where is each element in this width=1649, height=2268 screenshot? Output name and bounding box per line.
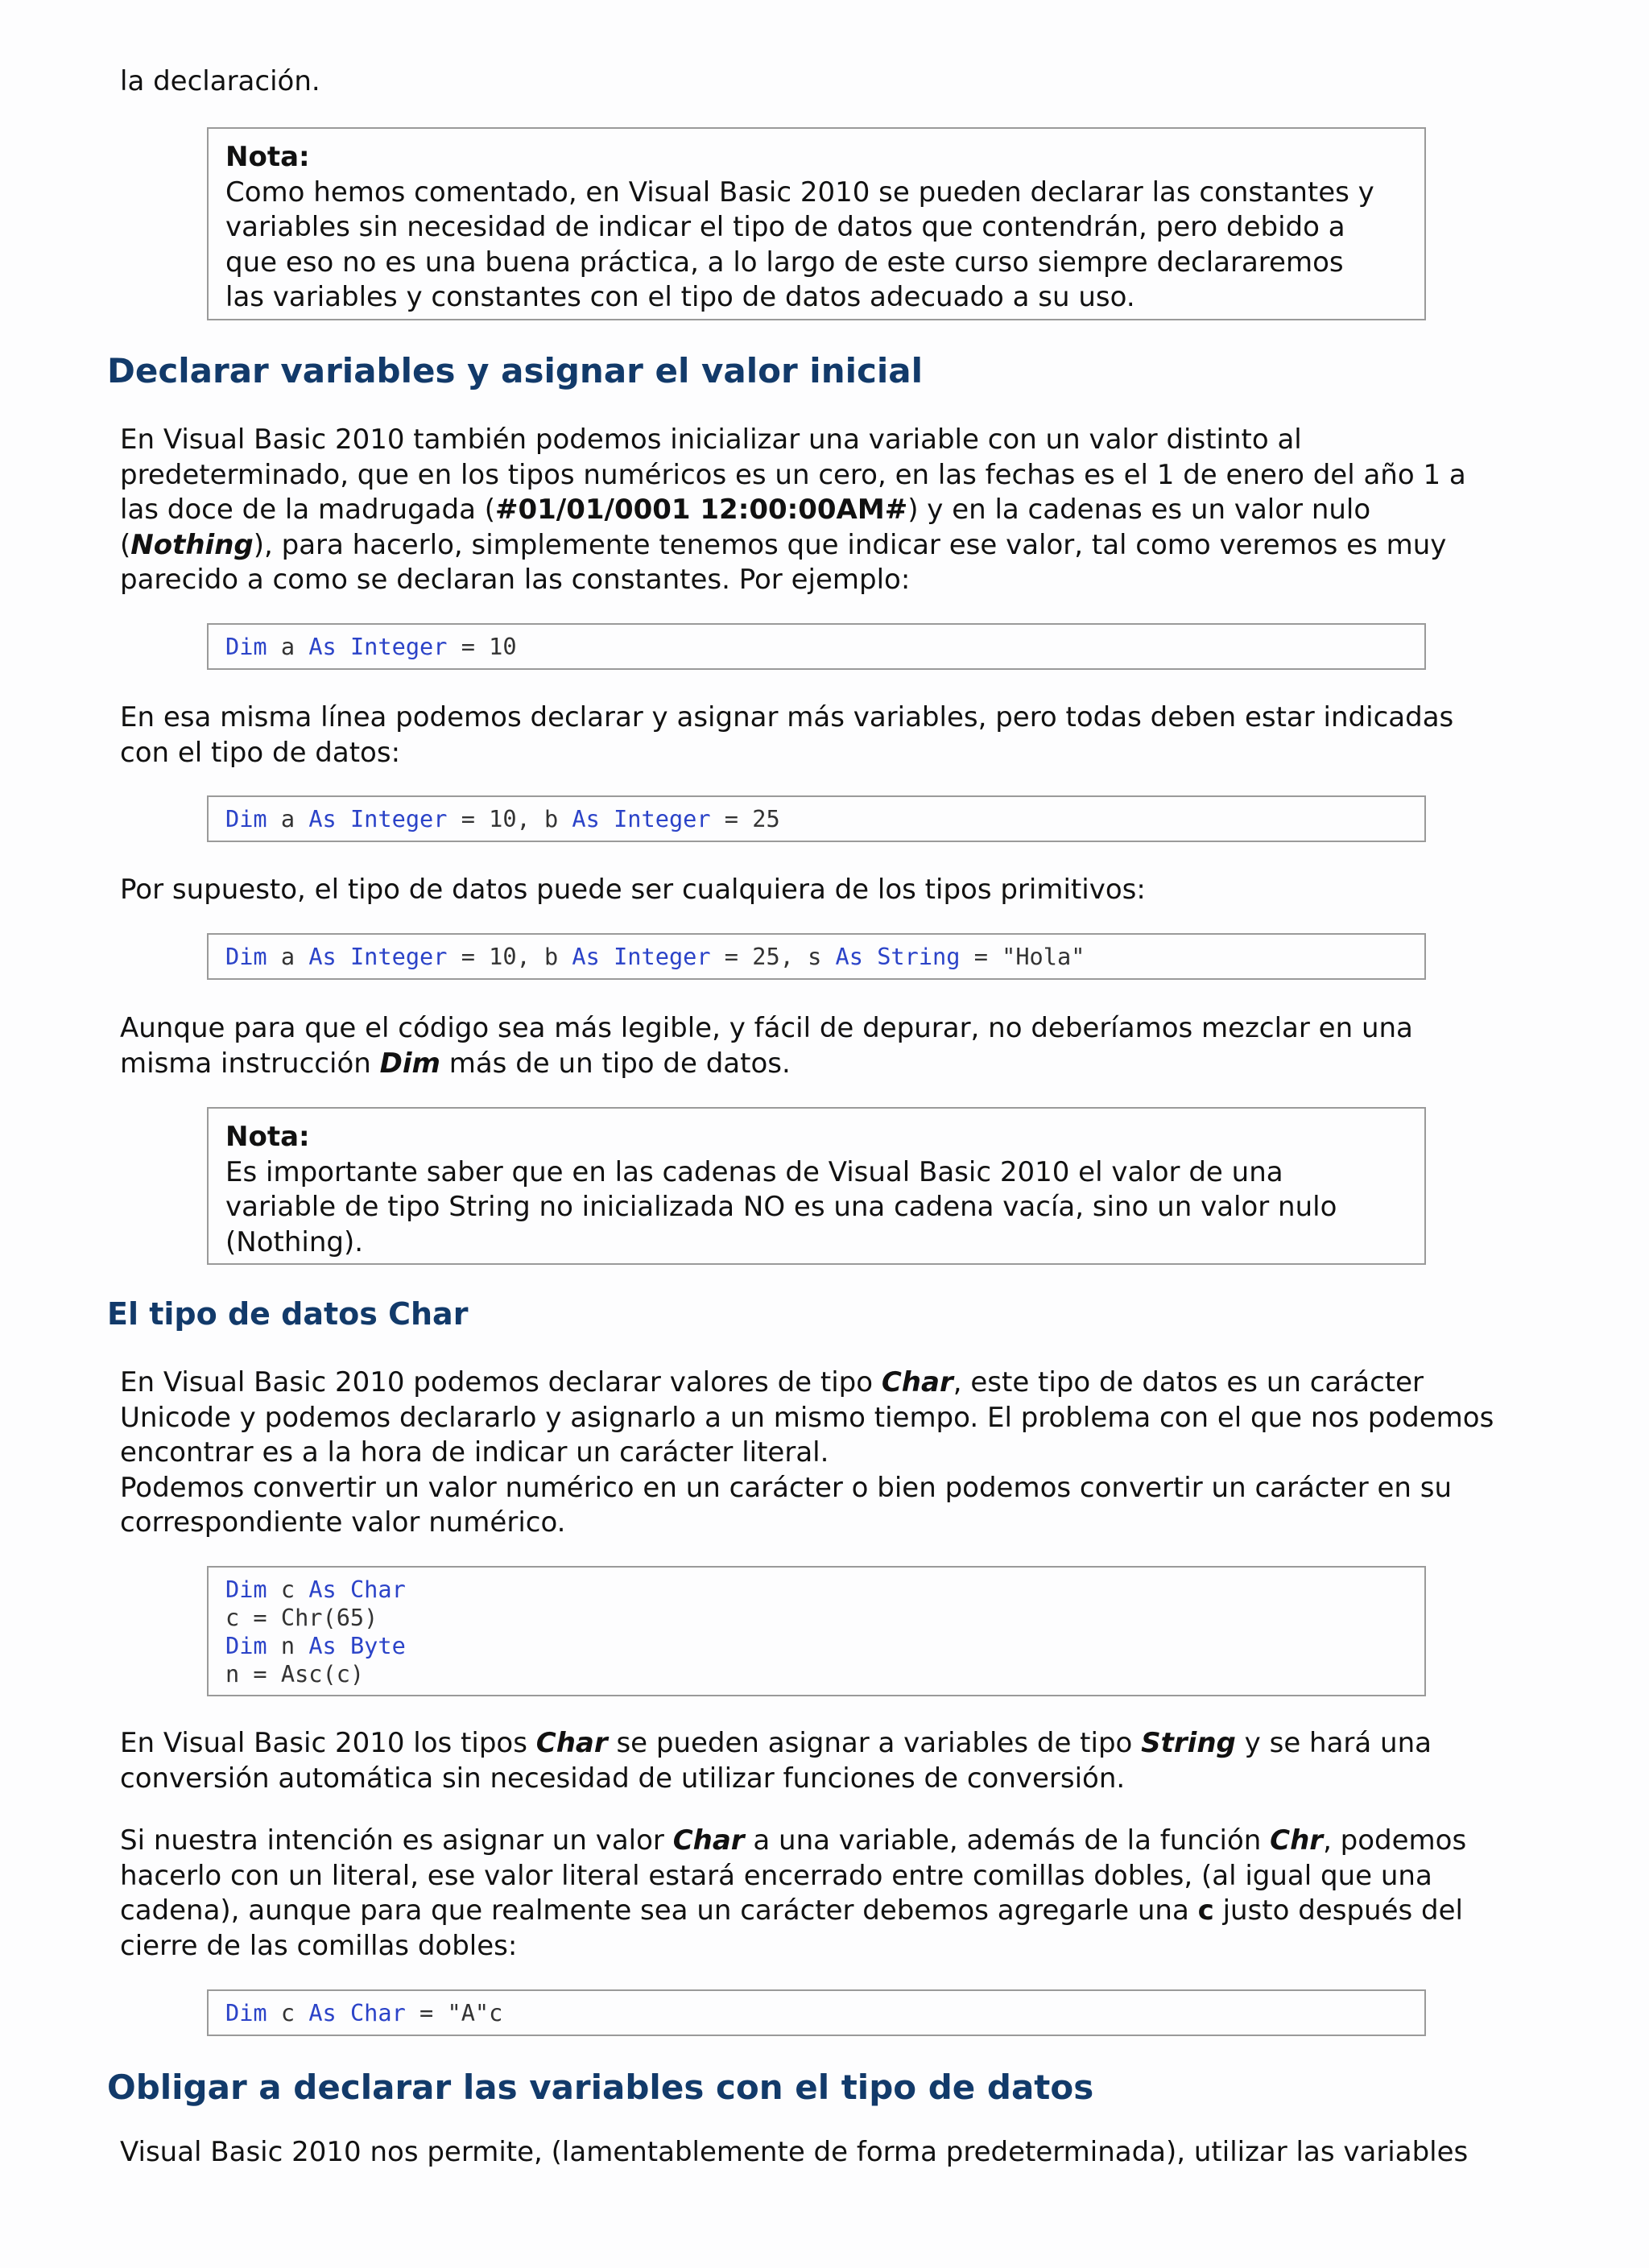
note-line: variables sin necesidad de indicar el tipo de datos que contendrán, pero debido a — [225, 211, 1345, 243]
paragraph-line: correspondiente valor numérico. — [120, 1506, 566, 1539]
code-block-multi — [207, 795, 1426, 842]
code-block-char-literal — [207, 1989, 1426, 2036]
code-block-primitives — [207, 933, 1426, 980]
paragraph-line: con el tipo de datos: — [120, 736, 401, 769]
paragraph-line: En Visual Basic 2010 también podemos inicializar una variable con un valor distinto al — [120, 423, 1302, 456]
code-line: c = Chr(65) — [225, 1604, 378, 1631]
note-line: Como hemos comentado, en Visual Basic 2010 se pueden declarar las constantes y — [225, 176, 1374, 209]
code-block-char — [207, 1566, 1426, 1696]
code-line: Dim a As Integer = 10, b As Integer = 25, s As String = "Hola" — [225, 943, 1085, 970]
date-literal: #01/01/0001 12:00:00AM# — [494, 494, 908, 526]
paragraph-line: Podemos convertir un valor numérico en un carácter o bien podemos convertir un carácter en su — [120, 1471, 1453, 1504]
code-line: Dim c As Char = "A"c — [225, 1999, 503, 2026]
paragraph-line: hacerlo con un literal, ese valor literal estará encerrado entre comillas dobles, (al igual que una — [120, 1859, 1432, 1892]
section-heading-char: El tipo de datos Char — [107, 1296, 469, 1332]
paragraph-line: misma instrucción Dim más de un tipo de datos. — [120, 1047, 791, 1080]
note-line: (Nothing). — [225, 1225, 364, 1258]
paragraph-line: Si nuestra intención es asignar un valor Char a una variable, además de la función Chr, podemos — [120, 1824, 1467, 1857]
note-line: las variables y constantes con el tipo de datos adecuado a su uso. — [225, 281, 1135, 313]
paragraph-line: (Nothing), para hacerlo, simplemente tenemos que indicar ese valor, tal como veremos es muy — [120, 528, 1447, 561]
paragraph-primitives: Por supuesto, el tipo de datos puede ser cualquiera de los tipos primitivos: — [120, 874, 1146, 906]
note-line: variable de tipo String no inicializada NO es una cadena vacía, sino un valor nulo — [225, 1191, 1337, 1223]
code-line: Dim a As Integer = 10, b As Integer = 25 — [225, 805, 780, 832]
code-line: Dim c As Char — [225, 1576, 406, 1603]
note-label: Nota: — [225, 1121, 310, 1153]
paragraph-line: Aunque para que el código sea más legible, y fácil de depurar, no deberíamos mezclar en una — [120, 1012, 1413, 1044]
paragraph-option-strict: Visual Basic 2010 nos permite, (lamentablemente de forma predeterminada), utilizar las variables — [120, 2136, 1469, 2168]
paragraph-line: En Visual Basic 2010 podemos declarar valores de tipo Char, este tipo de datos es un carácter — [120, 1366, 1424, 1398]
note-label: Nota: — [225, 141, 310, 173]
paragraph-line: cadena), aunque para que realmente sea un carácter debemos agregarle una c justo después del — [120, 1894, 1463, 1927]
dim-keyword: Dim — [379, 1047, 440, 1080]
note-box-types — [207, 127, 1426, 320]
paragraph-line: encontrar es a la hora de indicar un carácter literal. — [120, 1436, 829, 1469]
paragraph-init — [120, 423, 1537, 598]
paragraph-line: parecido a como se declaran las constantes. Por ejemplo: — [120, 564, 911, 596]
paragraph-multi — [120, 700, 1537, 770]
paragraph-line: Unicode y podemos declararlo y asignarlo a un mismo tiempo. El problema con el que nos podemos — [120, 1401, 1494, 1434]
paragraph-line: las doce de la madrugada (#01/01/0001 12:00:00AM#) y en la cadenas es un valor nulo — [120, 494, 1371, 526]
paragraph-char-literal — [120, 1824, 1537, 1964]
code-line: n = Asc(c) — [225, 1660, 365, 1688]
section-heading-option-strict: Obligar a declarar las variables con el tipo de datos — [107, 2068, 1094, 2107]
section-heading-init: Declarar variables y asignar el valor inicial — [107, 351, 924, 390]
paragraph-line: conversión automática sin necesidad de utilizar funciones de conversión. — [120, 1762, 1126, 1795]
paragraph-char-string — [120, 1726, 1537, 1796]
paragraph-line: En esa misma línea podemos declarar y asignar más variables, pero todas deben estar indicadas — [120, 701, 1454, 733]
paragraph-line: En Visual Basic 2010 los tipos Char se pueden asignar a variables de tipo String y se hará una — [120, 1727, 1432, 1759]
paragraph-legible — [120, 1011, 1537, 1081]
code-line: Dim a As Integer = 10 — [225, 633, 517, 660]
nothing-keyword: Nothing — [130, 528, 254, 561]
note-box-string — [207, 1107, 1426, 1265]
code-block-init — [207, 623, 1426, 670]
code-line: Dim n As Byte — [225, 1632, 406, 1659]
note-line: que eso no es una buena práctica, a lo largo de este curso siempre declararemos — [225, 246, 1344, 279]
paragraph-line: cierre de las comillas dobles: — [120, 1929, 518, 1962]
paragraph-line: predeterminado, que en los tipos numéricos es un cero, en las fechas es el 1 de enero del año 1 a — [120, 458, 1466, 491]
note-line: Es importante saber que en las cadenas de Visual Basic 2010 el valor de una — [225, 1155, 1283, 1188]
intro-tail-text: la declaración. — [120, 65, 320, 97]
paragraph-char — [120, 1365, 1537, 1541]
